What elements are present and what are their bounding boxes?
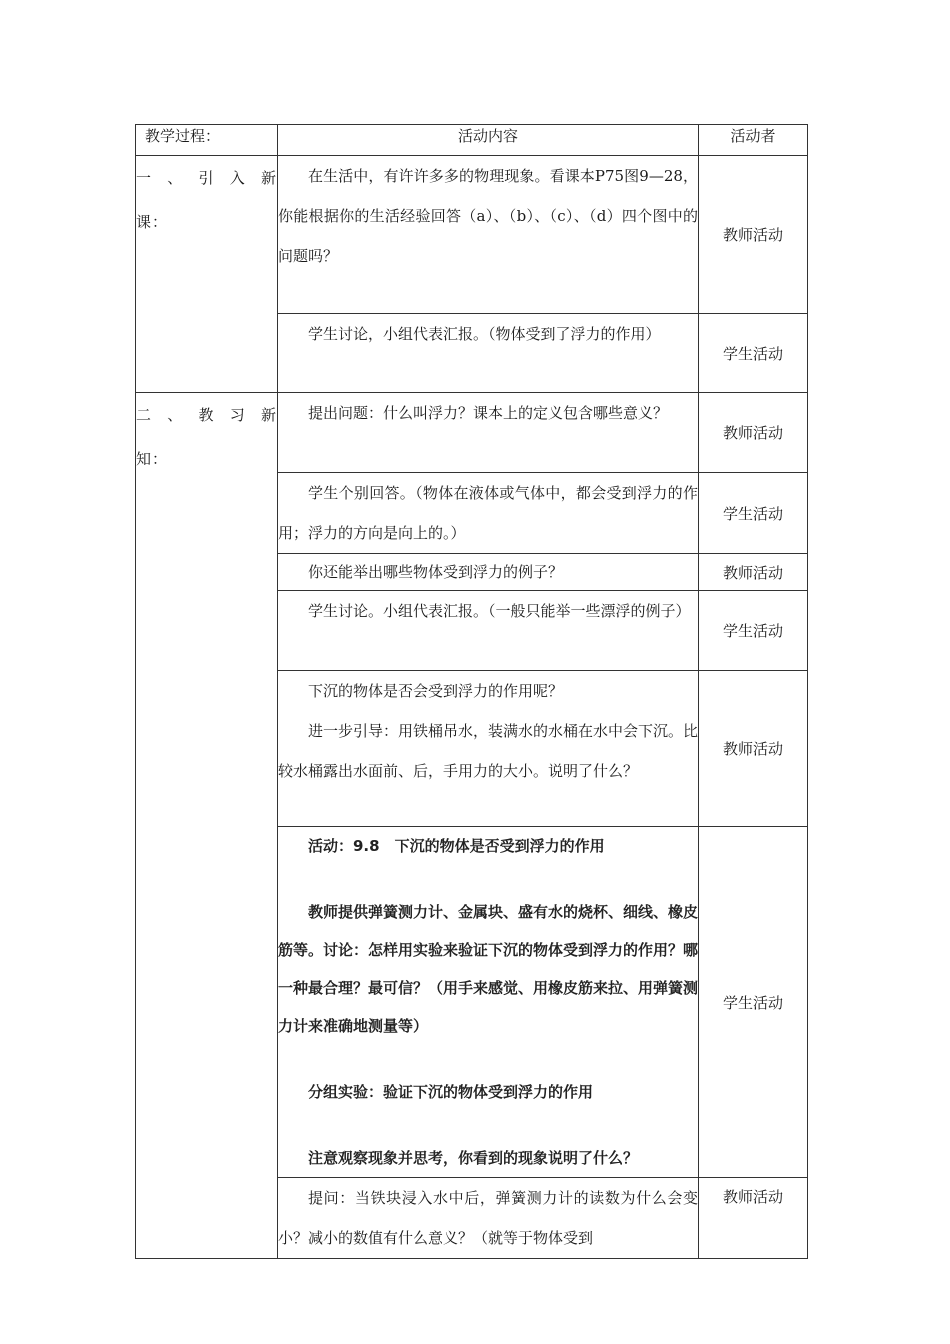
- actor-cell: 教师活动: [699, 671, 808, 827]
- content-paragraph: 学生个别回答。（物体在液体或气体中，都会受到浮力的作用；浮力的方向是向上的。）: [278, 484, 698, 542]
- stage-label-line2: 知：: [136, 450, 169, 468]
- stage-label-line1: 一、引入新: [136, 169, 277, 187]
- lesson-table: [135, 124, 808, 1259]
- actor-cell: 教师活动: [699, 1178, 808, 1259]
- content-paragraph: 你还能举出哪些物体受到浮力的例子？: [308, 563, 564, 581]
- actor-cell: 教师活动: [699, 393, 808, 473]
- content-cell: [278, 554, 699, 591]
- stage-label-line2: 课：: [136, 213, 169, 231]
- content-paragraph: 提出问题：什么叫浮力？课本上的定义包含哪些意义？: [308, 404, 669, 422]
- content-cell: [278, 473, 699, 554]
- header-stage: 教学过程：: [136, 125, 278, 156]
- header-row: [136, 125, 808, 156]
- actor-cell: 学生活动: [699, 314, 808, 393]
- actor-cell: 学生活动: [699, 827, 808, 1178]
- content-paragraph: 分组实验：验证下沉的物体受到浮力的作用: [308, 1083, 594, 1101]
- content-paragraph: 下沉的物体是否会受到浮力的作用呢？: [308, 682, 564, 700]
- stage-cell-new-knowledge: [136, 393, 278, 1259]
- actor-cell: 教师活动: [699, 156, 808, 314]
- content-cell: [278, 393, 699, 473]
- header-content: 活动内容: [278, 125, 699, 156]
- content-paragraph: 学生讨论。小组代表汇报。（一般只能举一些漂浮的例子）: [308, 602, 691, 620]
- content-paragraph: 提问：当铁块浸入水中后，弹簧测力计的读数为什么会变小？减小的数值有什么意义？（就等于物体受到: [278, 1189, 698, 1247]
- content-paragraph: 注意观察现象并思考，你看到的现象说明了什么？: [308, 1149, 639, 1167]
- actor-cell: 教师活动: [699, 554, 808, 591]
- stage-cell-intro: [136, 156, 278, 393]
- content-cell: [278, 1178, 699, 1259]
- actor-cell: 学生活动: [699, 473, 808, 554]
- content-cell: [278, 314, 699, 393]
- activity-title: 活动：9.8 下沉的物体是否受到浮力的作用: [308, 837, 605, 855]
- content-paragraph: 进一步引导：用铁桶吊水，装满水的水桶在水中会下沉。比较水桶露出水面前、后，手用力的大小。说明了什么？: [278, 722, 699, 780]
- stage-label-line1: 二、教习新: [136, 406, 277, 424]
- content-cell-activity: [278, 827, 699, 1178]
- header-actor: 活动者: [699, 125, 808, 156]
- content-cell: [278, 591, 699, 671]
- table-row: [136, 393, 808, 473]
- content-paragraph: 在生活中，有许许多多的物理现象。看课本P75图9—28，你能根据你的生活经验回答（a）、（b）、（c）、（d）四个图中的问题吗？: [278, 167, 698, 265]
- content-paragraph: 教师提供弹簧测力计、金属块、盛有水的烧杯、细线、橡皮筋等。讨论：怎样用实验来验证下沉的物体受到浮力的作用？哪一种最合理？最可信？（用手来感觉、用橡皮筋来拉、用弹簧测力计来准确地测量等）: [278, 903, 699, 1035]
- content-paragraph: 学生讨论，小组代表汇报。（物体受到了浮力的作用）: [308, 325, 661, 343]
- actor-cell: 学生活动: [699, 591, 808, 671]
- table-row: [136, 156, 808, 314]
- content-cell: [278, 156, 699, 314]
- content-cell: [278, 671, 699, 827]
